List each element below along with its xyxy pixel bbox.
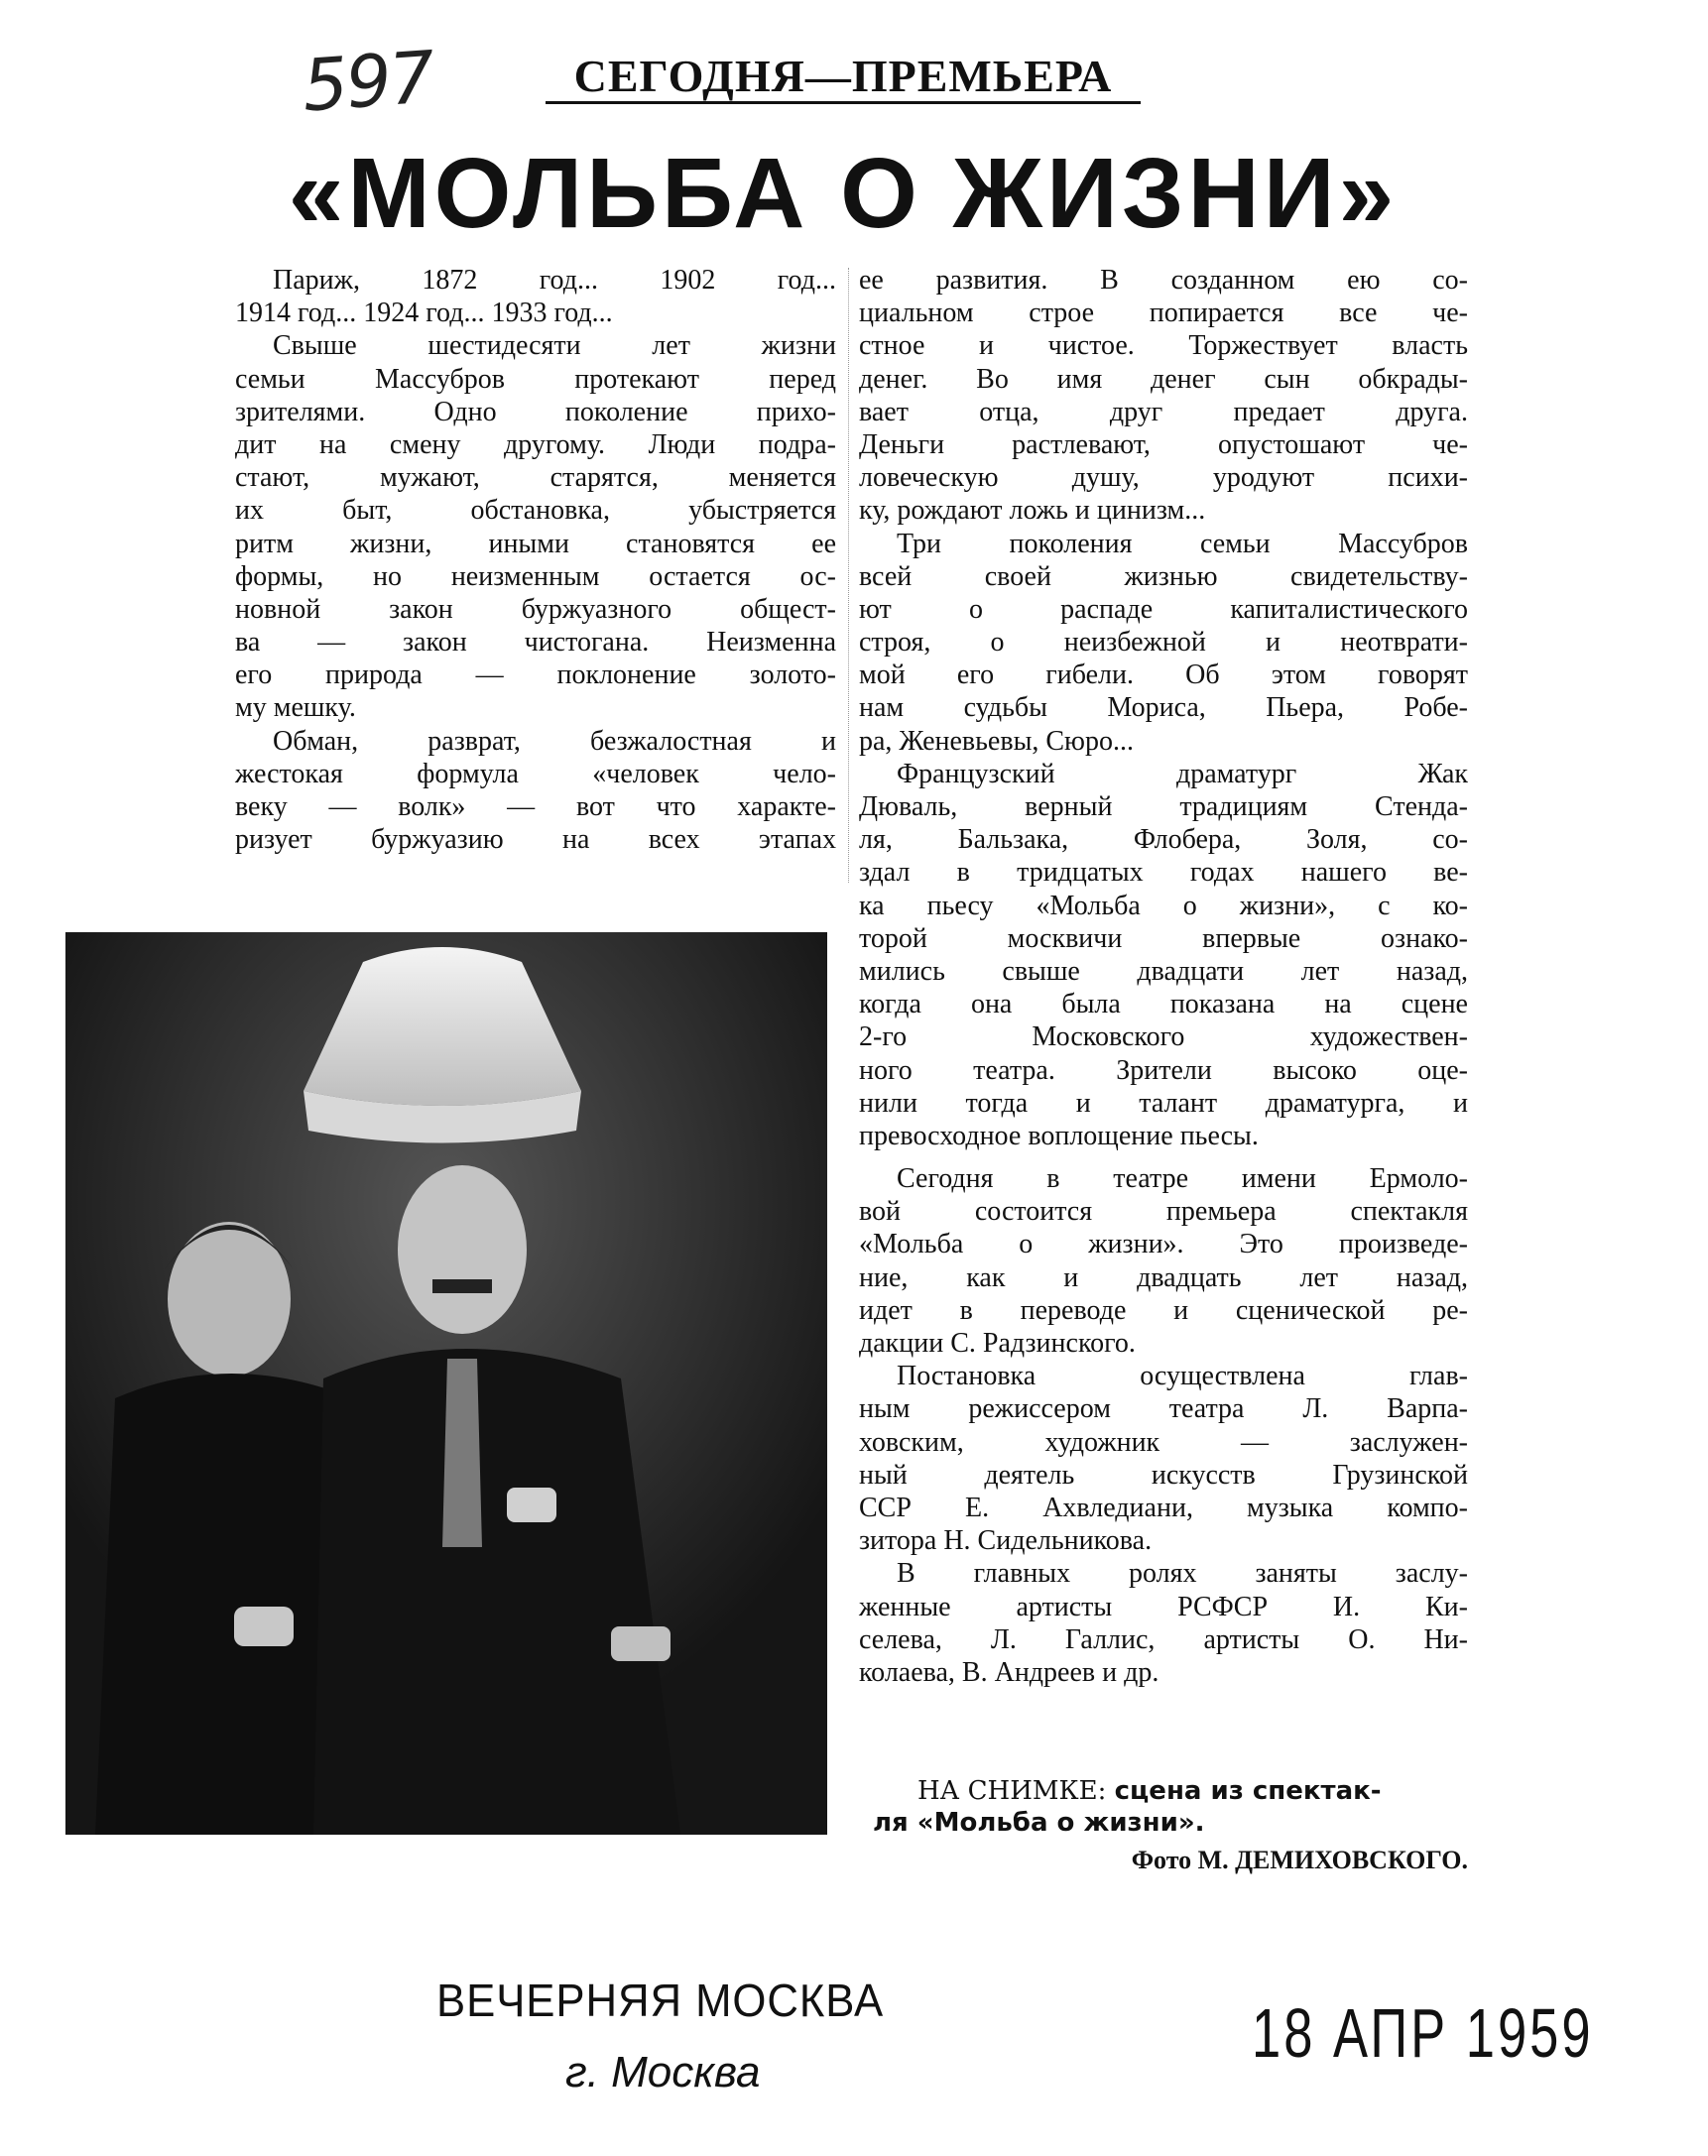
text-line: Свыше шестидесяти лет жизни xyxy=(273,330,836,362)
column-divider xyxy=(848,268,849,883)
stamp-city: г. Москва xyxy=(565,2048,761,2096)
text-line: всей своей жизнью свидетельству- xyxy=(859,560,1468,592)
text-line: ССР Е. Ахвледиани, музыка компо- xyxy=(859,1492,1468,1523)
caption-text-2: ля «Мольба о жизни». xyxy=(873,1808,1205,1838)
text-line: зитора Н. Сидельникова. xyxy=(859,1525,1153,1557)
paragraph xyxy=(235,725,836,857)
man-hand xyxy=(507,1488,556,1522)
text-line: стают, мужают, старятся, меняется xyxy=(235,462,836,494)
photo-credit: Фото М. ДЕМИХОВСКОГО. xyxy=(1131,1846,1468,1874)
text-line: их быт, обстановка, убыстряется xyxy=(235,495,836,527)
text-line: дит на смену другому. Люди подра- xyxy=(235,428,836,460)
text-line: ее развития. В созданном ею со- xyxy=(859,265,1468,296)
text-line: Постановка осуществлена глав- xyxy=(897,1361,1468,1392)
text-line: ля, Бальзака, Флобера, Золя, со- xyxy=(859,824,1468,856)
paragraph xyxy=(859,1360,1468,1557)
text-line: дакции С. Радзинского. xyxy=(859,1328,1136,1359)
text-line: когда она была показана на сцене xyxy=(859,989,1468,1020)
stamp-date: 18 АПР 1959 xyxy=(1252,1994,1594,2072)
text-line: торой москвичи впервые ознако- xyxy=(859,922,1468,954)
text-line: В главных ролях заняты заслу- xyxy=(897,1558,1468,1590)
caption-label: НА СНИМКЕ: xyxy=(917,1776,1107,1806)
text-line: 2-го Московского художествен- xyxy=(859,1021,1468,1053)
text-line: формы, но неизменным остается ос- xyxy=(235,560,836,592)
text-line: ховским, художник — заслужен- xyxy=(859,1426,1468,1458)
man-cuff xyxy=(611,1626,671,1661)
text-line: ку, рождают ложь и цинизм... xyxy=(859,495,1206,527)
text-line: колаева, В. Андреев и др. xyxy=(859,1656,1159,1688)
text-line: жестокая формула «человек чело- xyxy=(235,758,836,789)
text-line: вает отца, друг предает друга. xyxy=(859,396,1468,427)
photo-scene-illustration xyxy=(65,932,827,1835)
text-line: превосходное воплощение пьесы. xyxy=(859,1120,1259,1151)
text-line: идет в переводе и сценической ре- xyxy=(859,1294,1468,1326)
man-face xyxy=(398,1165,527,1334)
text-line: нам судьбы Мориса, Пьера, Робе- xyxy=(859,692,1468,724)
text-line: мой его гибели. Об этом говорят xyxy=(859,659,1468,691)
text-line: ным режиссером театра Л. Варпа- xyxy=(859,1393,1468,1425)
text-line: веку — волк» — вот что характе- xyxy=(235,791,836,822)
text-line: Французский драматург Жак xyxy=(897,758,1468,789)
text-line: ка пьесу «Мольба о жизни», с ко- xyxy=(859,890,1468,921)
caption-text-1: сцена из спектак- xyxy=(1114,1776,1382,1806)
paragraph xyxy=(859,264,1468,528)
man-figure xyxy=(313,1349,680,1835)
man-shirt xyxy=(442,1359,482,1547)
text-line: Дюваль, верный традициям Стенда- xyxy=(859,791,1468,822)
left-text-column xyxy=(235,264,836,856)
paragraph xyxy=(859,1162,1468,1360)
article-title: «МОЛЬБА О ЖИЗНИ» xyxy=(288,138,1399,249)
text-line: Сегодня в театре имени Ермоло- xyxy=(897,1163,1468,1195)
text-line: здал в тридцатых годах нашего ве- xyxy=(859,857,1468,889)
handwritten-archive-number: 597 xyxy=(300,35,436,128)
text-line: Обман, разврат, безжалостная и xyxy=(273,725,836,757)
text-line: Париж, 1872 год... 1902 год... xyxy=(273,265,836,296)
man-moustache xyxy=(432,1279,492,1293)
text-line: новной закон буржуазного общест- xyxy=(235,593,836,625)
woman-hand xyxy=(234,1607,294,1646)
text-line: зрителями. Одно поколение прихо- xyxy=(235,396,836,427)
paragraph xyxy=(235,264,836,329)
text-line: ловеческую душу, уродуют психи- xyxy=(859,462,1468,494)
paragraph xyxy=(859,758,1468,1152)
right-text-column xyxy=(859,264,1468,1689)
text-line: нили тогда и талант драматурга, и xyxy=(859,1087,1468,1119)
text-line: 1914 год... 1924 год... 1933 год... xyxy=(235,298,613,329)
text-line: его природа — поклонение золото- xyxy=(235,659,836,691)
text-line: ный деятель искусств Грузинской xyxy=(859,1459,1468,1491)
paragraph xyxy=(859,528,1468,758)
paragraph xyxy=(859,1557,1468,1689)
text-line: Деньги растлевают, опустошают че- xyxy=(859,428,1468,460)
text-line: Три поколения семьи Массубров xyxy=(897,528,1468,559)
article-photo xyxy=(65,932,827,1835)
text-line: селева, Л. Галлис, артисты О. Ни- xyxy=(859,1623,1468,1655)
photo-caption xyxy=(873,1775,1468,1876)
text-line: ризует буржуазию на всех этапах xyxy=(235,824,836,856)
text-line: «Мольба о жизни». Это произведе- xyxy=(859,1229,1468,1260)
text-line: ва — закон чистогана. Неизменна xyxy=(235,627,836,659)
text-line: строя, о неизбежной и неотврати- xyxy=(859,627,1468,659)
text-line: циальном строе попирается все че- xyxy=(859,298,1468,329)
text-line: ного театра. Зрители высоко оце- xyxy=(859,1054,1468,1086)
text-line: денег. Во имя денег сын обкрады- xyxy=(859,363,1468,395)
text-line: ние, как и двадцать лет назад, xyxy=(859,1261,1468,1293)
text-line: семьи Массубров протекают перед xyxy=(235,363,836,395)
text-line: ют о распаде капиталистического xyxy=(859,593,1468,625)
paragraph xyxy=(235,329,836,724)
stamp-newspaper-name: ВЕЧЕРНЯЯ МОСКВА xyxy=(436,1975,885,2026)
text-line: стное и чистое. Торжествует власть xyxy=(859,330,1468,362)
text-line: вой состоится премьера спектакля xyxy=(859,1196,1468,1228)
text-line: женные артисты РСФСР И. Ки- xyxy=(859,1591,1468,1622)
text-line: ритм жизни, иными становятся ее xyxy=(235,528,836,559)
text-line: ра, Женевьевы, Сюро... xyxy=(859,725,1134,757)
text-line: мились свыше двадцати лет назад, xyxy=(859,955,1468,987)
kicker-heading: СЕГОДНЯ—ПРЕМЬЕРА xyxy=(546,52,1141,104)
text-line: му мешку. xyxy=(235,692,356,724)
